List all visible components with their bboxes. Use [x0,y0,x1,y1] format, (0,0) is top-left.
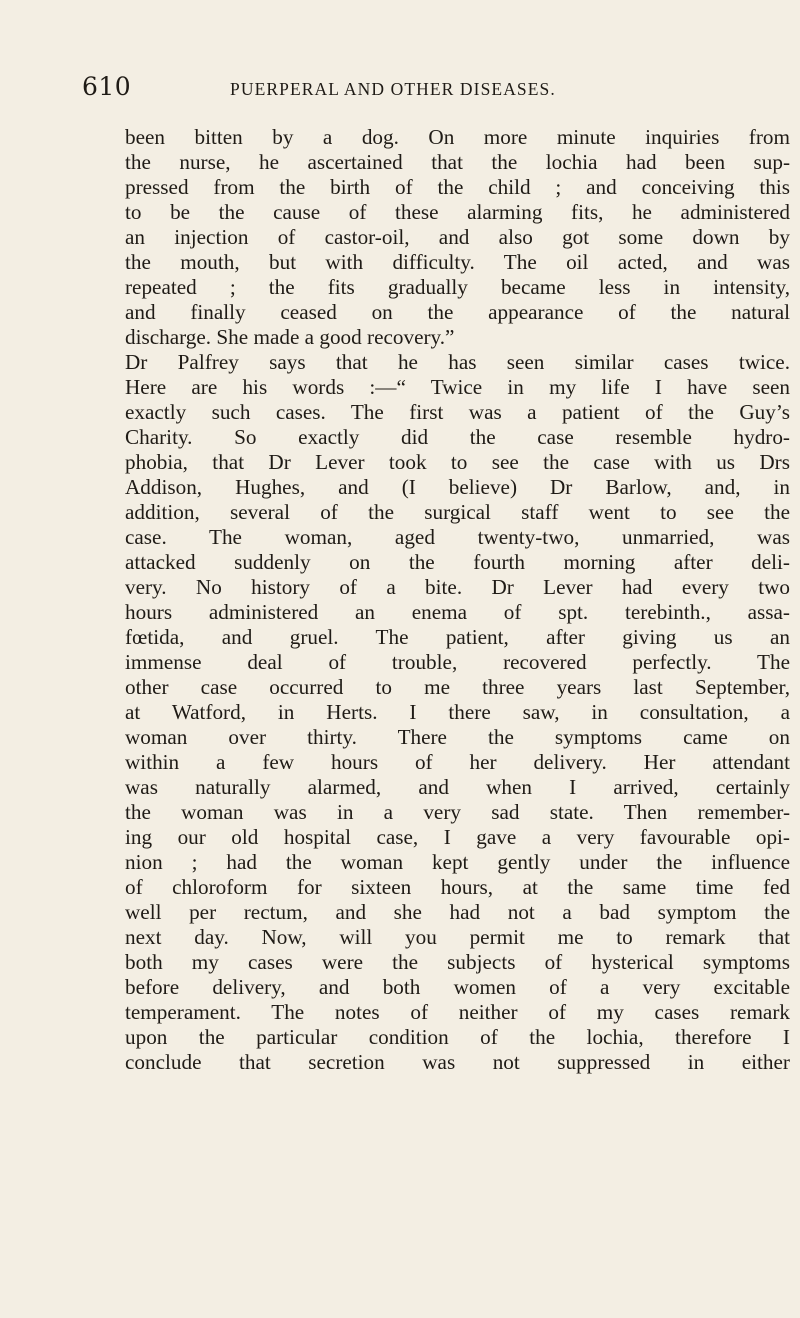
text-line: the nurse, he ascertained that the lochia had been sup- [125,150,790,174]
text-line: of chloroform for sixteen hours, at the same time fed [125,875,790,899]
text-line: upon the particular condition of the lochia, therefore I [125,1025,790,1049]
text-line: attacked suddenly on the fourth morning after deli- [125,550,790,574]
running-title: PUERPERAL AND OTHER DISEASES. [230,79,556,99]
text-line: woman over thirty. There the symptoms came on [125,725,790,749]
text-line: to be the cause of these alarming fits, he administered [125,200,790,224]
text-line: an injection of castor-oil, and also got some down by [125,225,790,249]
text-line: fœtida, and gruel. The patient, after giving us an [125,625,790,649]
running-head [82,72,722,108]
text-line: very. No history of a bite. Dr Lever had every two [125,575,790,599]
page-number: 610 [82,72,132,101]
text-line: within a few hours of her delivery. Her attendant [125,750,790,774]
text-line: Dr Palfrey says that he has seen similar cases twice. [125,350,790,374]
text-line: Addison, Hughes, and (I believe) Dr Barlow, and, in [125,475,790,499]
text-line: been bitten by a dog. On more minute inquiries from [125,125,790,149]
text-line: discharge. She made a good recovery.” [125,325,455,349]
text-line: other case occurred to me three years last September, [125,675,790,699]
text-line: and finally ceased on the appearance of the natural [125,300,790,324]
text-line: at Watford, in Herts. I there saw, in consultation, a [125,700,790,724]
text-line: addition, several of the surgical staff went to see the [125,500,790,524]
text-line: repeated ; the fits gradually became less in intensity, [125,275,790,299]
text-line: nion ; had the woman kept gently under the influence [125,850,790,874]
text-line: pressed from the birth of the child ; and conceiving this [125,175,790,199]
text-line: phobia, that Dr Lever took to see the case with us Drs [125,450,790,474]
text-line: the mouth, but with difficulty. The oil acted, and was [125,250,790,274]
text-line: before delivery, and both women of a very excitable [125,975,790,999]
text-line: Here are his words :—“ Twice in my life I have seen [125,375,790,399]
text-line: well per rectum, and she had not a bad symptom the [125,900,790,924]
text-line: temperament. The notes of neither of my cases remark [125,1000,790,1024]
text-line: Charity. So exactly did the case resemble hydro- [125,425,790,449]
text-line: exactly such cases. The first was a patient of the Guy’s [125,400,790,424]
text-line: case. The woman, aged twenty-two, unmarried, was [125,525,790,549]
text-line: next day. Now, will you permit me to remark that [125,925,790,949]
text-line: was naturally alarmed, and when I arrived, certainly [125,775,790,799]
text-line: the woman was in a very sad state. Then remember- [125,800,790,824]
text-line: hours administered an enema of spt. terebinth., assa- [125,600,790,624]
text-line: both my cases were the subjects of hysterical symptoms [125,950,790,974]
text-line: immense deal of trouble, recovered perfectly. The [125,650,790,674]
text-line: conclude that secretion was not suppressed in either [125,1050,790,1074]
text-line: ing our old hospital case, I gave a very favourable opi- [125,825,790,849]
body-text [125,125,790,1075]
